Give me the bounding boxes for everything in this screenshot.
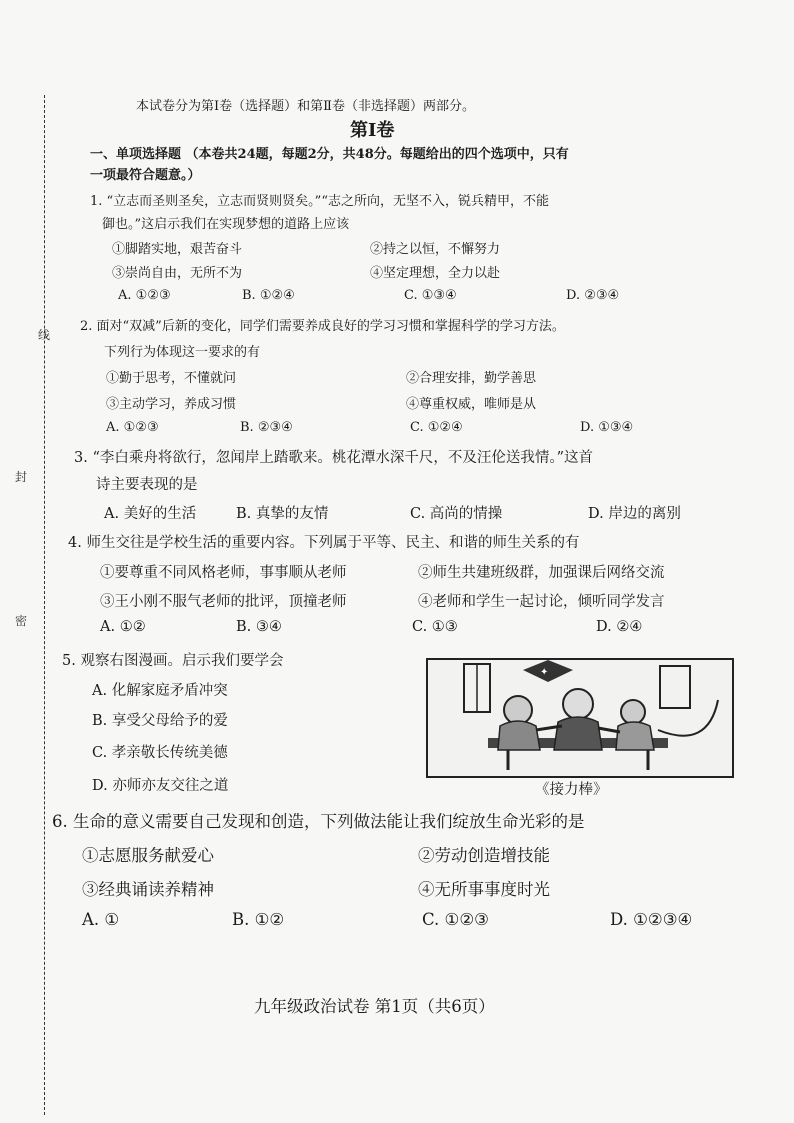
q6-option-b: B. ①②	[232, 910, 285, 929]
cartoon-caption: 《接力棒》	[535, 782, 608, 798]
intro-text: 本试卷分为第Ⅰ卷（选择题）和第Ⅱ卷（非选择题）两部分。	[136, 99, 475, 114]
q6-statement-1: ①志愿服务献爱心	[82, 846, 214, 865]
q6-statement-2: ②劳动创造增技能	[418, 846, 550, 865]
q1-option-a: A. ①②③	[118, 288, 171, 303]
page-footer: 九年级政治试卷 第1页（共6页）	[254, 997, 495, 1016]
q2-statement-3: ③主动学习，养成习惯	[106, 397, 237, 412]
q2-option-c: C. ①②④	[410, 420, 463, 435]
q2-option-b: B. ②③④	[240, 420, 293, 435]
q2-statement-1: ①勤于思考，不懂就问	[106, 371, 237, 386]
q6-stem-line1: 6. 生命的意义需要自己发现和创造，下列做法能让我们绽放生命光彩的是	[52, 812, 585, 831]
q2-statement-4: ④尊重权威，唯师是从	[406, 397, 537, 412]
q2-option-a: A. ①②③	[106, 420, 159, 435]
q4-statement-1: ①要尊重不同风格老师，事事顺从老师	[100, 565, 347, 581]
q5-option-c: C. 孝亲敬长传统美德	[92, 745, 228, 761]
q5-option-d: D. 亦师亦友交往之道	[92, 778, 229, 794]
binding-line	[44, 95, 45, 1115]
q2-stem-line2: 下列行为体现这一要求的有	[104, 345, 261, 360]
q1-stem-line1: 1. “立志而圣则圣矣，立志而贤则贤矣。”“志之所向，无坚不入，锐兵精甲，不能	[90, 194, 549, 209]
svg-text:✦: ✦	[540, 667, 549, 678]
q6-statement-4: ④无所事事度时光	[418, 880, 550, 899]
q1-option-c: C. ①③④	[404, 288, 457, 303]
q6-statement-3: ③经典诵读养精神	[82, 880, 214, 899]
q2-statement-2: ②合理安排，勤学善思	[406, 371, 537, 386]
section-title: 第Ⅰ卷	[350, 120, 395, 141]
q3-option-d: D. 岸边的离别	[588, 506, 681, 522]
q1-statement-4: ④坚定理想，全力以赴	[370, 266, 501, 281]
q2-option-d: D. ①③④	[580, 420, 634, 435]
q1-statement-1: ①脚踏实地，艰苦奋斗	[112, 242, 243, 257]
q4-option-b: B. ③④	[236, 619, 282, 635]
q1-statement-2: ②持之以恒，不懈努力	[370, 242, 501, 257]
q4-statement-4: ④老师和学生一起讨论，倾听同学发言	[418, 594, 665, 610]
q4-option-a: A. ①②	[100, 619, 146, 635]
q2-stem-line1: 2. 面对“双减”后新的变化，同学们需要养成良好的学习习惯和掌握科学的学习方法。	[80, 319, 565, 334]
q3-option-b: B. 真挚的友情	[236, 506, 329, 522]
q1-option-b: B. ①②④	[242, 288, 295, 303]
q4-statement-2: ②师生共建班级群，加强课后网络交流	[418, 565, 665, 581]
q5-stem-line1: 5. 观察右图漫画。启示我们要学会	[62, 653, 284, 669]
margin-char-xian: 线	[38, 328, 51, 342]
q3-stem-line2: 诗主要表现的是	[96, 477, 198, 493]
margin-char-feng: 封	[15, 470, 28, 484]
q3-option-a: A. 美好的生活	[104, 506, 197, 522]
part1-instructions-line2: 一项最符合题意。）	[90, 168, 201, 183]
q4-statement-3: ③王小刚不服气老师的批评，顶撞老师	[100, 594, 347, 610]
q4-stem-line1: 4. 师生交往是学校生活的重要内容。下列属于平等、民主、和谐的师生关系的有	[68, 535, 580, 551]
q6-option-d: D. ①②③④	[610, 910, 693, 929]
q6-option-a: A. ①	[82, 910, 120, 929]
margin-char-mi: 密	[15, 614, 28, 628]
part1-instructions-line1: 一、单项选择题 （本卷共24题，每题2分，共48分。每题给出的四个选项中，只有	[90, 147, 569, 162]
cartoon-illustration	[428, 660, 728, 772]
q4-option-c: C. ①③	[412, 619, 458, 635]
q5-option-a: A. 化解家庭矛盾冲突	[92, 683, 228, 699]
q1-stem-line2: 御也。”这启示我们在实现梦想的道路上应该	[102, 217, 350, 232]
q3-option-c: C. 高尚的情操	[410, 506, 503, 522]
q1-statement-3: ③崇尚自由，无所不为	[112, 266, 243, 281]
q5-option-b: B. 享受父母给予的爱	[92, 713, 228, 729]
q3-stem-line1: 3. “李白乘舟将欲行，忽闻岸上踏歌来。桃花潭水深千尺，不及汪伦送我情。”这首	[74, 450, 594, 466]
q4-option-d: D. ②④	[596, 619, 643, 635]
q6-option-c: C. ①②③	[422, 910, 489, 929]
relay-baton-cartoon	[426, 658, 734, 778]
q1-option-d: D. ②③④	[566, 288, 620, 303]
